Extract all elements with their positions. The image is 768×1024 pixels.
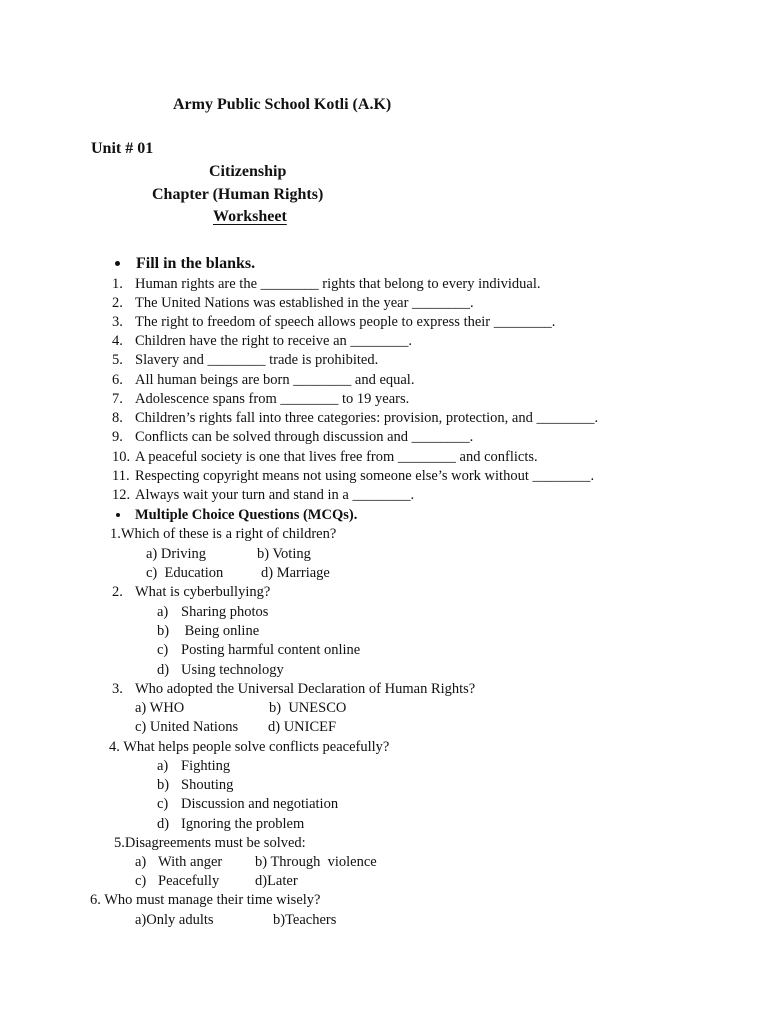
- mcq-option-letter: d): [157, 662, 170, 678]
- fill-item-number: 11.: [112, 468, 130, 484]
- mcq-option: b) Through violence: [255, 854, 377, 870]
- mcq-option: Discussion and negotiation: [181, 796, 339, 812]
- fill-item-text: Human rights are the ________ rights that belong to every individual.: [135, 276, 541, 292]
- mcq-option: d)Later: [255, 873, 298, 889]
- mcq-option-letter: a): [135, 854, 147, 870]
- mcq-option-letter: c): [135, 873, 147, 889]
- mcq-option: a) WHO: [135, 700, 185, 716]
- fill-item-text: Adolescence spans from ________ to 19 years.: [135, 391, 410, 407]
- bullet-icon: [116, 513, 120, 517]
- fill-item-text: Respecting copyright means not using someone else’s work without ________.: [135, 468, 595, 484]
- chapter-title: Chapter (Human Rights): [152, 186, 324, 203]
- mcq-option-letter: d): [157, 816, 170, 832]
- mcq-option: Fighting: [181, 758, 231, 774]
- mcq-option: Ignoring the problem: [181, 816, 305, 832]
- fill-item-number: 1.: [112, 276, 123, 292]
- mcq-section-title: Multiple Choice Questions (MCQs).: [135, 507, 358, 523]
- mcq-option: a) Driving: [146, 546, 206, 562]
- worksheet-title: Worksheet: [213, 208, 287, 225]
- mcq-question: 1.Which of these is a right of children?: [110, 526, 337, 542]
- fill-item-number: 3.: [112, 314, 123, 330]
- mcq-option: b)Teachers: [273, 912, 337, 928]
- subject-title: Citizenship: [209, 163, 287, 180]
- mcq-option: a)Only adults: [135, 912, 214, 928]
- fill-item-number: 4.: [112, 333, 123, 349]
- fill-item-text: All human beings are born ________ and equal.: [135, 372, 415, 388]
- mcq-question: What is cyberbullying?: [135, 584, 271, 600]
- mcq-question: 5.Disagreements must be solved:: [114, 835, 306, 851]
- fill-item-number: 9.: [112, 429, 123, 445]
- fill-item-number: 5.: [112, 352, 123, 368]
- mcq-option-letter: a): [157, 758, 169, 774]
- fill-item-number: 8.: [112, 410, 123, 426]
- mcq-option: d) Marriage: [261, 565, 330, 581]
- mcq-option: b) Voting: [257, 546, 311, 562]
- mcq-option-letter: a): [157, 604, 169, 620]
- mcq-option: b) UNESCO: [269, 700, 347, 716]
- fill-item-number: 6.: [112, 372, 123, 388]
- mcq-option: Shouting: [181, 777, 234, 793]
- fill-item-text: Slavery and ________ trade is prohibited.: [135, 352, 379, 368]
- mcq-option-letter: b): [157, 623, 170, 639]
- mcq-option: d) UNICEF: [268, 719, 337, 735]
- mcq-question-number: 3.: [112, 681, 123, 697]
- fill-item-text: Conflicts can be solved through discussion and ________.: [135, 429, 474, 445]
- fill-item-text: Children have the right to receive an ________.: [135, 333, 413, 349]
- mcq-option: c) Education: [146, 565, 224, 581]
- bullet-icon: [115, 261, 120, 266]
- fill-item-text: The right to freedom of speech allows people to express their ________.: [135, 314, 556, 330]
- mcq-option: c) United Nations: [135, 719, 239, 735]
- unit-label: Unit # 01: [91, 140, 154, 157]
- mcq-question-number: 2.: [112, 584, 123, 600]
- fill-item-number: 7.: [112, 391, 123, 407]
- mcq-option: Using technology: [181, 662, 284, 678]
- fill-item-text: Always wait your turn and stand in a ________.: [135, 487, 415, 503]
- mcq-option: Being online: [181, 623, 260, 639]
- mcq-option: Sharing photos: [181, 604, 269, 620]
- fill-item-number: 12.: [112, 487, 131, 503]
- mcq-option-letter: c): [157, 796, 169, 812]
- mcq-option: Peacefully: [158, 873, 220, 889]
- fill-item-text: A peaceful society is one that lives free from ________ and conflicts.: [135, 449, 538, 465]
- mcq-question: 6. Who must manage their time wisely?: [90, 892, 321, 908]
- fill-item-number: 2.: [112, 295, 123, 311]
- mcq-question: Who adopted the Universal Declaration of Human Rights?: [135, 681, 476, 697]
- fill-item-text: The United Nations was established in the year ________.: [135, 295, 474, 311]
- mcq-option: With anger: [158, 854, 223, 870]
- mcq-option: Posting harmful content online: [181, 642, 361, 658]
- fill-item-text: Children’s rights fall into three categories: provision, protection, and ________.: [135, 410, 599, 426]
- fill-section-title: Fill in the blanks.: [136, 255, 256, 272]
- fill-item-number: 10.: [112, 449, 131, 465]
- mcq-question: 4. What helps people solve conflicts peacefully?: [109, 739, 390, 755]
- school-name: Army Public School Kotli (A.K): [173, 96, 392, 113]
- mcq-option-letter: c): [157, 642, 169, 658]
- mcq-option-letter: b): [157, 777, 170, 793]
